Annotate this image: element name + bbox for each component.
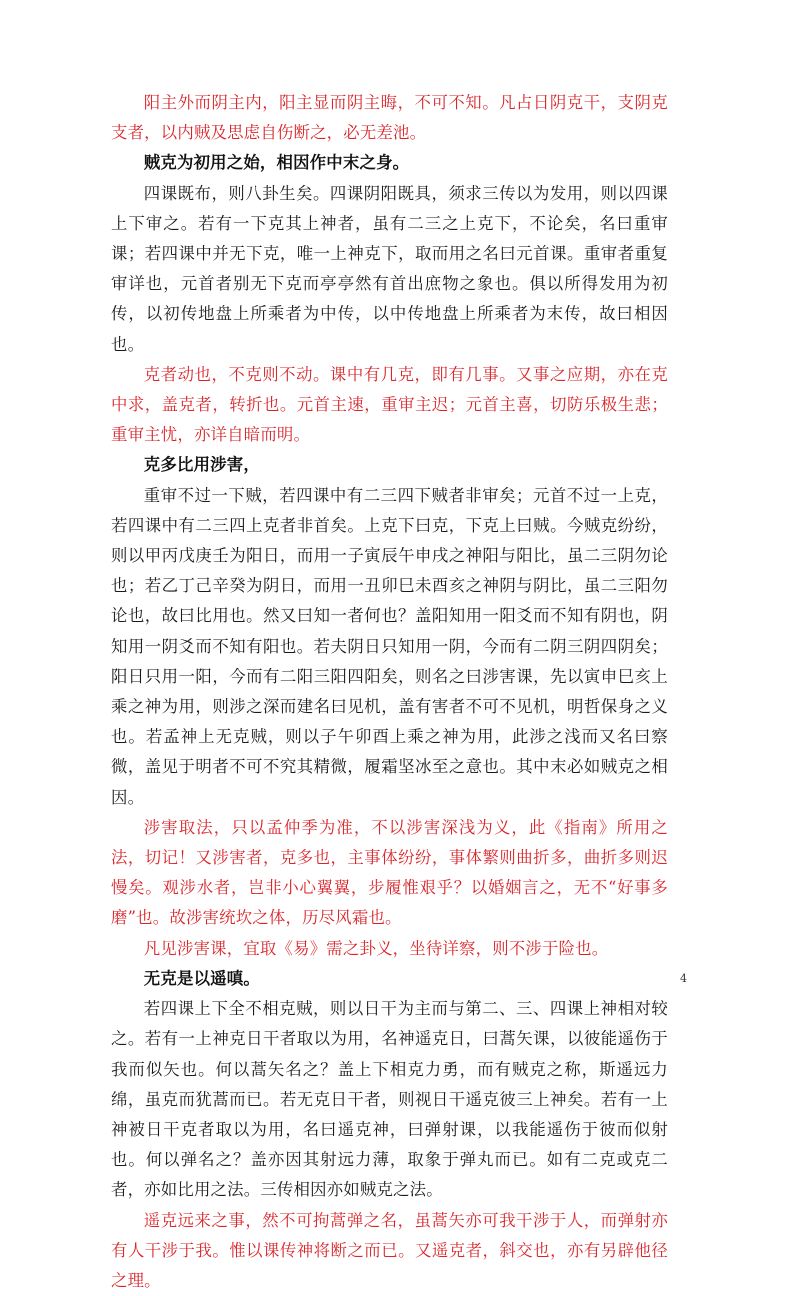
note-paragraph: 阳主外而阴主内，阳主显而阴主晦，不可不知。凡占日阴克干，支阴克支者，以内贼及思虑自伤断之，必无差池。 (111, 93, 668, 143)
page-number: 4 (680, 972, 687, 985)
body-paragraph: 若四课上下全不相克贼，则以日干为主而与第二、三、四课上神相对较之。若有一上神克日干者取以为用，名神遥克日，曰蒿矢课，以彼能遥伤于我而似矢也。何以蒿矢名之？盖上下相克力勇，而有贼克之称，斯遥远力绵，虽克而犹蒿而已。若无克日干者，则视日干遥克彼三上神矣。若有一上神被日干克者取以为用，名曰遥克神，曰弹射课，以我能遥伤于彼而似射也。何以弹名之？盖亦因其射远力薄，取象于弹丸而已。如有二克或克二者，亦如比用之法。三传相因亦如贼克之法。 (111, 999, 668, 1200)
section-heading: 克多比用涉害， (143, 455, 260, 475)
section-heading: 无克是以遥嗔。 (143, 968, 260, 988)
body-paragraph: 四课既布，则八卦生矣。四课阴阳既具，须求三传以为发用，则以四课上下审之。若有一下克其上神者，虽有二三之上克下，不论矣，名曰重审课；若四课中并无下克，唯一上神克下，取而用之名曰元首课。重审者重复审详也，元首者别无下克而亭亭然有首出庶物之象也。俱以所得发用为初传，以初传地盘上所乘者为中传，以中传地盘上所乘者为末传，故曰相因也。 (111, 183, 668, 354)
note-paragraph: 克者动也，不克则不动。课中有几克，即有几事。又事之应期，亦在克中求，盖克者，转折也。元首主速，重审主迟；元首主喜，切防乐极生悲；重审主忧，亦详自暗而明。 (111, 364, 668, 445)
note-paragraph: 涉害取法，只以孟仲季为准，不以涉害深浅为义，此《指南》所用之法，切记！又涉害者，克多也，主事体纷纷，事体繁则曲折多，曲折多则迟慢矣。观涉水者，岂非小心翼翼，步履惟艰乎？以婚姻言之，无不“好事多磨”也。故涉害统坎之体，历尽风霜也。 (111, 817, 668, 928)
document-body (111, 88, 668, 1296)
body-paragraph: 重审不过一下贼，若四课中有二三四下贼者非审矣；元首不过一上克，若四课中有二三四上克者非首矣。上克下曰克，下克上曰贼。今贼克纷纷，则以甲丙戊庚壬为阳日，而用一子寅辰午申戌之神阳与阳比，虽二三阴勿论也；若乙丁己辛癸为阴日，而用一丑卯巳未酉亥之神阴与阴比，虽二三阳勿论也，故曰比用也。然又曰知一者何也？盖阳知用一阳爻而不知有阴也，阴知用一阴爻而不知有阳也。若夫阴日只知用一阴，今而有二阴三阴四阴矣；阳日只用一阳，今而有二阳三阳四阳矣，则名之曰涉害课，先以寅申巳亥上乘之神为用，则涉之深而建名曰见机，盖有害者不可不见机，明哲保身之义也。若孟神上无克贼，则以子午卯酉上乘之神为用，此涉之浅而又名曰察微，盖见于明者不可不究其精微，履霜坚冰至之意也。其中末必如贼克之相因。 (111, 485, 668, 807)
section-heading: 贼克为初用之始，相因作中末之身。 (143, 153, 410, 173)
note-paragraph: 遥克远来之事，然不可拘蒿弹之名，虽蒿矢亦可我干涉于人，而弹射亦有人干涉于我。惟以课传神将断之而已。又遥克者，斜交也，亦有另辟他径之理。 (111, 1210, 668, 1290)
note-paragraph: 凡见涉害课，宜取《易》需之卦义，坐待详察，则不涉于险也。 (143, 938, 609, 958)
